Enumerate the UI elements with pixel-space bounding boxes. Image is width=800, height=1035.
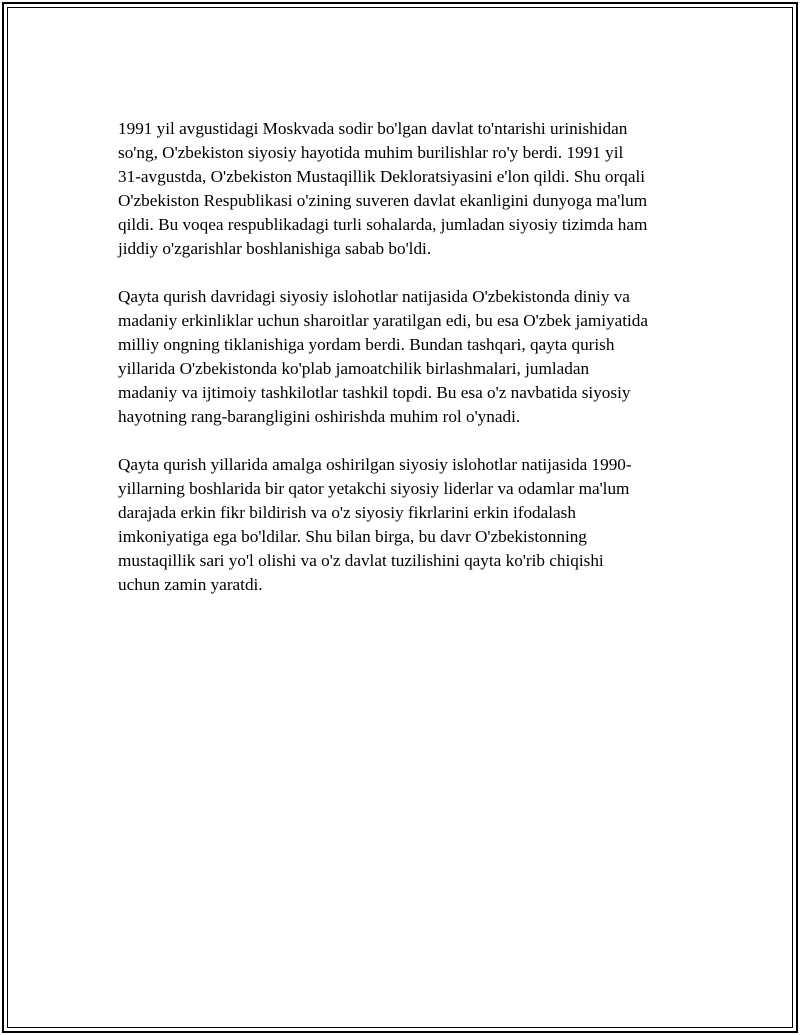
text-line: jiddiy o'zgarishlar boshlanishiga sabab bo'ldi. xyxy=(118,239,432,258)
text-line: uchun zamin yaratdi. xyxy=(118,575,263,594)
text-line: mustaqillik sari yo'l olishi va o'z davlat tuzilishini qayta ko'rib chiqishi xyxy=(118,551,604,570)
text-line: hayotning rang-barangligini oshirishda muhim rol o'ynadi. xyxy=(118,407,521,426)
text-line: milliy ongning tiklanishiga yordam berdi. Bundan tashqari, qayta qurish xyxy=(118,335,615,354)
text-line: imkoniyatiga ega bo'ldilar. Shu bilan birga, bu davr O'zbekistonning xyxy=(118,527,587,546)
text-line: Qayta qurish davridagi siyosiy islohotlar natijasida O'zbekistonda diniy va xyxy=(118,287,630,306)
text-line: 31-avgustda, O'zbekiston Mustaqillik Dekloratsiyasini e'lon qildi. Shu orqali xyxy=(118,167,646,186)
text-line: yillarning boshlarida bir qator yetakchi siyosiy liderlar va odamlar ma'lum xyxy=(118,479,630,498)
text-line: qildi. Bu voqea respublikadagi turli sohalarda, jumladan siyosiy tizimda ham xyxy=(118,215,648,234)
text-line: yillarida O'zbekistonda ko'plab jamoatchilik birlashmalari, jumladan xyxy=(118,359,590,378)
paragraph-2 xyxy=(118,285,698,429)
text-line: madaniy va ijtimoiy tashkilotlar tashkil topdi. Bu esa o'z navbatida siyosiy xyxy=(118,383,631,402)
text-line: darajada erkin fikr bildirish va o'z siyosiy fikrlarini erkin ifodalash xyxy=(118,503,576,522)
document-body xyxy=(118,117,698,621)
text-line: Qayta qurish yillarida amalga oshirilgan siyosiy islohotlar natijasida 1990- xyxy=(118,455,632,474)
paragraph-3 xyxy=(118,453,698,597)
text-line: O'zbekiston Respublikasi o'zining suveren davlat ekanligini dunyoga ma'lum xyxy=(118,191,648,210)
text-line: madaniy erkinliklar uchun sharoitlar yaratilgan edi, bu esa O'zbek jamiyatida xyxy=(118,311,648,330)
paragraph-1 xyxy=(118,117,698,261)
text-line: 1991 yil avgustidagi Moskvada sodir bo'lgan davlat to'ntarishi urinishidan xyxy=(118,119,628,138)
text-line: so'ng, O'zbekiston siyosiy hayotida muhim burilishlar ro'y berdi. 1991 yil xyxy=(118,143,624,162)
